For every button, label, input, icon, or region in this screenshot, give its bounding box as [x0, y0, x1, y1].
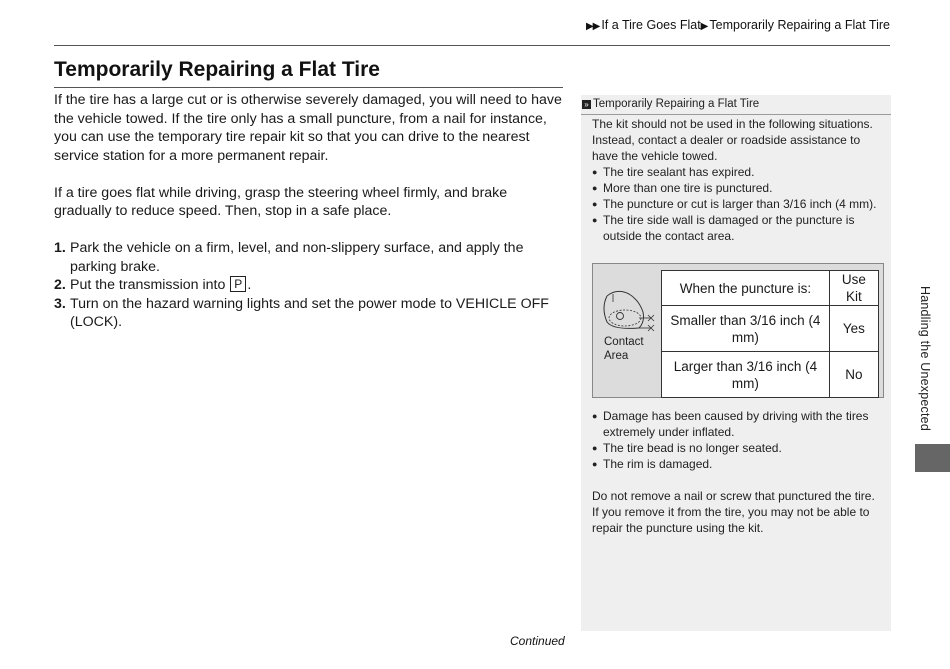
table-header-cell: When the puncture is:: [662, 271, 830, 306]
table-header-cell: Use Kit: [829, 271, 878, 306]
puncture-size-table: [661, 270, 879, 398]
title-divider: [54, 87, 563, 88]
sidebar-body: [592, 116, 884, 536]
breadcrumb: [586, 18, 890, 32]
list-item: ● The tire side wall is damaged or the puncture is outside the contact area.: [592, 212, 884, 244]
breadcrumb-separator-icon: ▶: [700, 21, 708, 32]
step-item: [54, 239, 563, 276]
table-header-row: [662, 271, 879, 306]
top-divider: [54, 45, 890, 46]
steps-list: [54, 239, 563, 332]
driving-paragraph: If a tire goes flat while driving, grasp the steering wheel firmly, and brake gradually to reduce speed. Then, stop in a safe place.: [54, 184, 508, 219]
table-row: [662, 306, 879, 352]
table-row: [662, 352, 879, 398]
step-item: [54, 295, 563, 332]
double-chevron-icon: »: [582, 100, 591, 109]
step-number: 1.: [54, 240, 66, 256]
step-number: 2.: [54, 277, 66, 293]
sidebar-header-text: Temporarily Repairing a Flat Tire: [593, 98, 760, 110]
restriction-list: [592, 164, 884, 244]
list-item: ● The tire sealant has expired.: [592, 164, 884, 180]
tire-contact-area-icon: [599, 288, 659, 338]
table-cell: Yes: [829, 306, 878, 352]
sidebar-panel: [581, 95, 891, 631]
contact-area-label: Contact Area: [604, 336, 644, 362]
list-item: ● More than one tire is punctured.: [592, 180, 884, 196]
step-item: [54, 276, 563, 295]
section-tab[interactable]: [915, 444, 950, 472]
step-text-after: .: [247, 277, 252, 293]
section-tab-text: Handling the Unexpected: [918, 286, 932, 431]
step-text: Park the vehicle on a firm, level, and non-slippery surface, and apply the parking brake.: [70, 240, 524, 275]
list-item: ● The puncture or cut is larger than 3/16 inch (4 mm).: [592, 196, 884, 212]
breadcrumb-item-repairing[interactable]: Temporarily Repairing a Flat Tire: [709, 18, 890, 32]
list-item: ● The tire bead is no longer seated.: [592, 440, 884, 456]
table-cell: Smaller than 3/16 inch (4 mm): [662, 306, 830, 352]
park-key-icon: P: [230, 276, 246, 292]
damage-list: [592, 408, 884, 472]
main-content: [54, 91, 563, 332]
section-tab-label: [905, 286, 945, 441]
step-text-before: Put the transmission into: [70, 277, 230, 293]
intro-paragraph: If the tire has a large cut or is otherwise severely damaged, you will need to have the vehicle towed. If the tire only has a small puncture, from a nail for instance, you can use the temporary tire repair kit so that you can drive to the nearest service station for a more permanent repair.: [54, 92, 562, 164]
sidebar-header: [581, 95, 891, 115]
breadcrumb-item-flat-tire[interactable]: If a Tire Goes Flat: [601, 18, 701, 32]
continued-label: Continued: [510, 634, 565, 648]
breadcrumb-arrows-icon: ▶▶: [585, 21, 600, 32]
list-item: ● Damage has been caused by driving with the tires extremely under inflated.: [592, 408, 884, 440]
table-cell: No: [829, 352, 878, 398]
step-number: 3.: [54, 295, 66, 312]
step-text: Turn on the hazard warning lights and set the power mode to VEHICLE OFF (LOCK).: [70, 295, 549, 330]
list-item: ● The rim is damaged.: [592, 456, 884, 472]
page-title: Temporarily Repairing a Flat Tire: [54, 58, 380, 81]
sidebar-note: Do not remove a nail or screw that punctured the tire. If you remove it from the tire, you may not be able to repair the puncture using the kit.: [592, 489, 875, 535]
contact-area-figure: [592, 263, 884, 398]
sidebar-intro: The kit should not be used in the following situations. Instead, contact a dealer or roadside assistance to have the vehicle towed.: [592, 117, 873, 163]
table-cell: Larger than 3/16 inch (4 mm): [662, 352, 830, 398]
